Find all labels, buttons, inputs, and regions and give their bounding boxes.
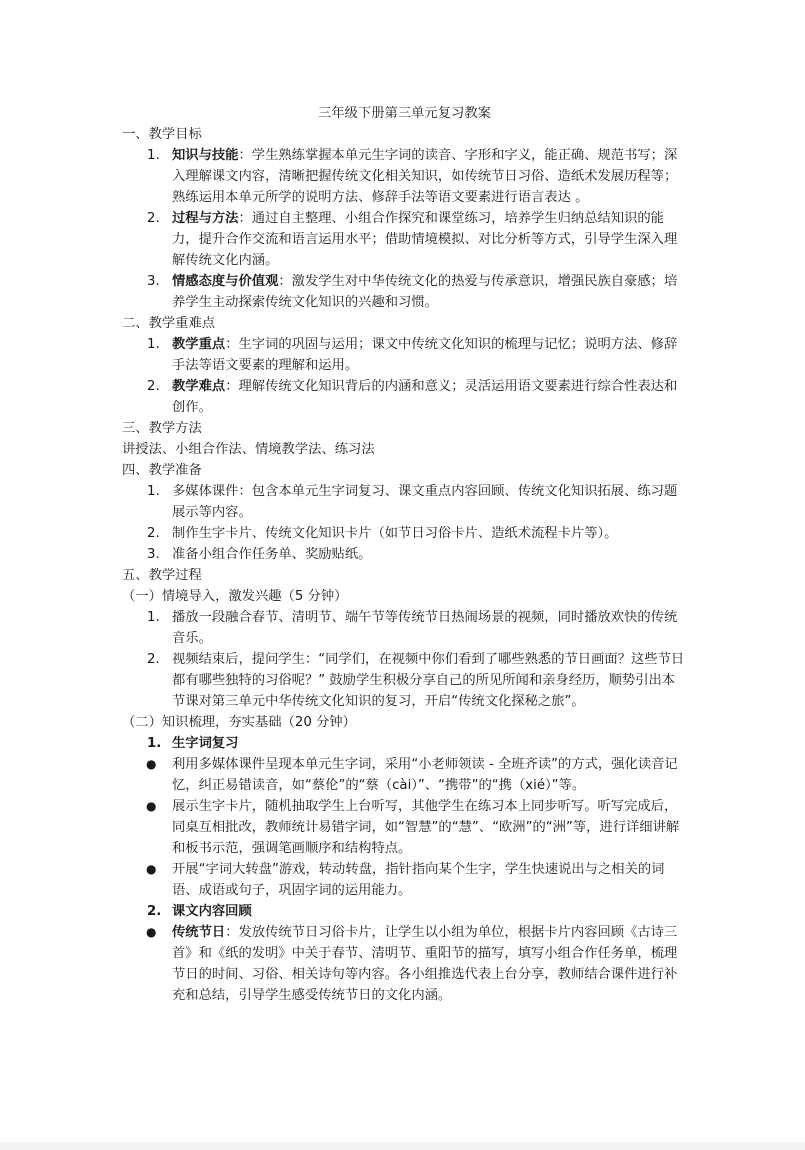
item-text: ：激发学生对中华传统文化的热爱与传承意识，增强民族自豪感；培养学生主动探索传统文化知识的兴趣和习惯。 (172, 274, 678, 310)
item-label: 情感态度与价值观 (172, 274, 279, 289)
item-label: 知识与技能 (172, 148, 239, 163)
item-text: ：学生熟练掌握本单元生字词的读音、字形和字义，能正确、规范书写；深入理解课文内容，清晰把握传统文化相关知识，如传统节日习俗、造纸术发展历程等；熟练运用本单元所学的说明方法、修辞手法等语文要素进行语言表达 。 (172, 148, 678, 205)
item-text: 视频结束后，提问学生：“同学们，在视频中你们看到了哪些熟悉的节日画面？这些节日都有哪些独特的习俗呢？” 鼓励学生积极分享自己的所见所闻和亲身经历，顺势引出本节课对第三单元中华传统文化知识的复习，开启“传统文化探秘之旅”。 (172, 652, 685, 709)
item-text: ：通过自主整理、小组合作探究和课堂练习，培养学生归纳总结知识的能力，提升合作交流和语言运用水平；借助情境模拟、对比分析等方式，引导学生深入理解传统文化内涵。 (172, 211, 678, 268)
item-number: 2. (147, 526, 160, 541)
key-point-item (122, 334, 687, 376)
item-number: 2. (147, 379, 160, 394)
bullet-text: 开展“字词大转盘”游戏，转动转盘，指针指向某个生字，学生快速说出与之相关的词语、成语或句子，巩固字词的运用能力。 (172, 862, 665, 898)
item-text: 多媒体课件：包含本单元生字词复习、课文重点内容回顾、传统文化知识拓展、练习题展示等内容。 (172, 484, 678, 520)
subheading-text-review (122, 901, 687, 922)
methods-text: 讲授法、小组合作法、情境教学法、练习法 (122, 442, 375, 457)
item-number: 3. (147, 547, 160, 562)
bullet-icon: ● (146, 925, 157, 939)
objective-item (122, 271, 687, 313)
section-heading-process: 五、教学过程 (122, 568, 202, 583)
item-number: 2. (147, 652, 160, 667)
document-title: 三年级下册第三单元复习教案 (318, 106, 491, 121)
item-label: 过程与方法 (172, 211, 239, 226)
section-heading-objectives: 一、教学目标 (122, 127, 202, 142)
subheading-label: 课文内容回顾 (172, 904, 252, 919)
subheading-label: 生字词复习 (172, 736, 239, 751)
item-number: 1. (147, 337, 160, 352)
process-item (122, 607, 687, 649)
item-number: 3. (147, 274, 160, 289)
item-label: 教学重点 (172, 337, 226, 352)
bullet-label: 传统节日 (172, 925, 226, 940)
key-point-item (122, 376, 687, 418)
item-number: 1. (147, 484, 160, 499)
preparation-item (122, 544, 687, 565)
item-text: ：生字词的巩固与运用；课文中传统文化知识的梳理与记忆；说明方法、修辞手法等语文要素的理解和运用。 (172, 337, 678, 373)
bullet-item (122, 859, 687, 901)
section-heading-methods: 三、教学方法 (122, 421, 202, 436)
item-number: 1. (147, 610, 160, 625)
item-text: ：理解传统文化知识背后的内涵和意义；灵活运用语文要素进行综合性表达和创作。 (172, 379, 678, 415)
phase-heading-review: （二）知识梳理，夯实基础（20 分钟） (122, 715, 356, 730)
phase-heading-intro: （一）情境导入，激发兴趣（5 分钟） (122, 589, 348, 604)
item-text: 播放一段融合春节、清明节、端午节等传统节日热闹场景的视频，同时播放欢快的传统音乐。 (172, 610, 678, 646)
bullet-item (122, 754, 687, 796)
item-number: 2. (147, 904, 162, 919)
section-heading-preparation: 四、教学准备 (122, 463, 202, 478)
bullet-item (122, 796, 687, 859)
page-bottom-strip (0, 1142, 805, 1150)
preparation-item (122, 523, 687, 544)
subheading-vocabulary (122, 733, 687, 754)
item-number: 1. (147, 736, 162, 751)
bullet-icon: ● (146, 757, 157, 771)
bullet-icon: ● (146, 799, 157, 813)
item-number: 1. (147, 148, 160, 163)
bullet-text: 利用多媒体课件呈现本单元生字词，采用“小老师领读 - 全班齐读”的方式，强化读音记忆，纠正易错读音，如“蔡伦”的“蔡（cài）”、“携带”的“携（xié）”等。 (172, 757, 678, 793)
objective-item (122, 208, 687, 271)
item-number: 2. (147, 211, 160, 226)
item-label: 教学难点 (172, 379, 226, 394)
bullet-text: ：发放传统节日习俗卡片，让学生以小组为单位，根据卡片内容回顾《古诗三首》和《纸的发明》中关于春节、清明节、重阳节的描写，填写小组合作任务单，梳理节日的时间、习俗、相关诗句等内容。各小组推选代表上台分享，教师结合课件进行补充和总结，引导学生感受传统节日的文化内涵。 (172, 925, 678, 1003)
item-text: 制作生字卡片、传统文化知识卡片（如节日习俗卡片、造纸术流程卡片等）。 (172, 526, 618, 541)
objective-item (122, 145, 687, 208)
preparation-item (122, 481, 687, 523)
bullet-item (122, 922, 687, 1006)
bullet-text: 展示生字卡片，随机抽取学生上台听写，其他学生在练习本上同步听写。听写完成后，同桌互相批改，教师统计易错字词，如“智慧”的“慧”、“欧洲”的“洲”等，进行详细讲解和板书示范，强调笔画顺序和结构特点。 (172, 799, 680, 856)
section-heading-key-points: 二、教学重难点 (122, 316, 216, 331)
lesson-plan-body (122, 103, 687, 1006)
process-item (122, 649, 687, 712)
item-text: 准备小组合作任务单、奖励贴纸。 (172, 547, 372, 562)
bullet-icon: ● (146, 862, 157, 876)
